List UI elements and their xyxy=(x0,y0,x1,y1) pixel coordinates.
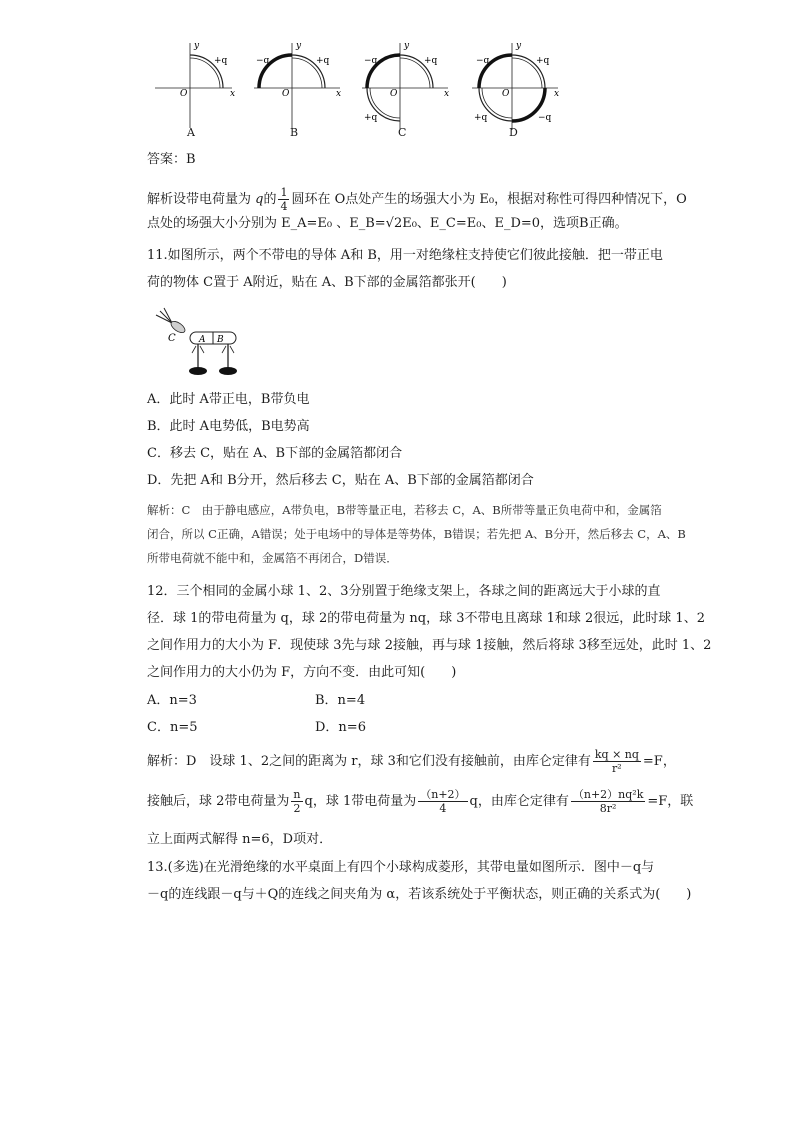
q12-stem-line1: 12．三个相同的金属小球 1、2、3分别置于绝缘支架上，各球之间的距离远大于小球的直 xyxy=(147,584,661,599)
q11-explanation-line1: 解析：C 由于静电感应，A带负电，B带等量正电，若移去 C，A、B所带等量正负电荷中和，金属箔 xyxy=(147,503,662,517)
svg-text:−q: −q xyxy=(364,56,378,66)
q13-stem-line2: －q的连线跟－q与＋Q的连线之间夹角为 α，若该系统处于平衡状态，则正确的关系式为( ) xyxy=(147,887,692,902)
fraction-n-half: $\frac{n}{2}$ xyxy=(293,788,301,815)
svg-text:x: x xyxy=(444,89,450,99)
q11-stem-line2: 荷的物体 C置于 A附近，贴在 A、B下部的金属箔都张开( ) xyxy=(147,275,507,290)
figure-d xyxy=(470,38,565,138)
q11-option-c: C．移去 C，贴在 A、B下部的金属箔都闭合 xyxy=(147,446,403,461)
svg-text:x: x xyxy=(336,89,342,99)
q12-explanation-line2: 接触后，球 2带电荷量为 $\frac{n}{2}$ q，球 1带电荷量为 $\frac{(n+2)}{4}$ q，由库仑定律有 $\frac{\text{（n+2）nq²k}}{\text{8r²}}$ =F，联 xyxy=(147,788,694,815)
fraction-n-plus-2: $\frac{(n+2)}{4}$ xyxy=(420,788,466,815)
q10-answer: 答案：B xyxy=(147,152,196,167)
svg-text:+q: +q xyxy=(474,113,488,123)
q12-stem-line2: 径．球 1的带电荷量为 q，球 2的带电荷量为 nq，球 3不带电且离球 1和球 2很远，此时球 1、2 xyxy=(147,611,705,626)
q11-figure xyxy=(150,305,250,385)
figure-c xyxy=(360,38,455,138)
svg-text:y: y xyxy=(296,41,302,51)
svg-text:+q: +q xyxy=(364,113,378,123)
svg-text:O: O xyxy=(390,89,398,99)
svg-text:y: y xyxy=(404,41,410,51)
svg-text:+q: +q xyxy=(536,56,550,66)
svg-text:+q: +q xyxy=(424,56,438,66)
q12-stem-line4: 之间作用力的大小仍为 F，方向不变．由此可知( ) xyxy=(147,665,457,680)
caption-c: C xyxy=(398,126,407,139)
caption-d: D xyxy=(509,126,518,139)
svg-text:−q: −q xyxy=(538,113,552,123)
label-b: B xyxy=(217,335,224,345)
figure-a xyxy=(150,38,245,138)
q10-explanation-line2: 点处的场强大小分别为 E_A=E₀ 、E_B=√2E₀、E_C=E₀、E_D=0，选项B正确。 xyxy=(147,216,628,231)
q12-option-a: A．n=3 xyxy=(147,693,197,708)
fraction-quarter: $\frac{1}{4}$ xyxy=(280,186,288,213)
figure-b xyxy=(252,38,347,138)
q11-stem-line1: 11.如图所示，两个不带电的导体 A和 B，用一对绝缘柱支持使它们彼此接触．把一带正电 xyxy=(147,248,663,263)
svg-text:y: y xyxy=(516,41,522,51)
q11-option-a: A．此时 A带正电，B带负电 xyxy=(147,392,310,407)
label-a: A xyxy=(199,335,206,345)
q11-option-d: D．先把 A和 B分开，然后移去 C，贴在 A、B下部的金属箔都闭合 xyxy=(147,473,534,488)
charge-label: +q xyxy=(214,56,228,66)
axis-y: y xyxy=(194,41,200,51)
q13-stem-line1: 13.(多选)在光滑绝缘的水平桌面上有四个小球构成菱形，其带电量如图所示．图中－q与 xyxy=(147,860,655,875)
q11-option-b: B．此时 A电势低，B电势高 xyxy=(147,419,310,434)
axis-x: x xyxy=(230,89,236,99)
q10-explanation-line1: 解析设带电荷量为 q的 $\frac{1}{4}$ 圆环在 O点处产生的场强大小为 E₀，根据对称性可得四种情况下，O xyxy=(147,186,687,213)
caption-a: A xyxy=(187,126,195,139)
q11-explanation-line2: 闭合，所以 C正确，A错误；处于电场中的导体是等势体，B错误；若先把 A、B分开，然后移去 C，A、B xyxy=(147,527,686,541)
q12-option-c: C．n=5 xyxy=(147,720,198,735)
q12-option-d: D．n=6 xyxy=(315,720,366,735)
svg-text:−q: −q xyxy=(476,56,490,66)
svg-text:O: O xyxy=(502,89,510,99)
fraction-coulomb-1: $\frac{kq \times nq}{\text{r²}}$ xyxy=(594,748,639,775)
q12-option-b: B．n=4 xyxy=(315,693,366,708)
q12-explanation-line3: 立上面两式解得 n=6，D项对． xyxy=(147,832,333,847)
svg-text:−q: −q xyxy=(256,56,270,66)
caption-b: B xyxy=(290,126,299,139)
svg-text:+q: +q xyxy=(316,56,330,66)
svg-text:x: x xyxy=(554,89,560,99)
q12-stem-line3: 之间作用力的大小为 F．现使球 3先与球 2接触，再与球 1接触，然后将球 3移至远处，此时 1、2 xyxy=(147,638,712,653)
fraction-coulomb-2: $\frac{\text{（n+2）nq²k}}{\text{8r²}}$ xyxy=(572,788,644,815)
label-c: C xyxy=(168,333,176,344)
q12-explanation-line1: 解析：D 设球 1、2之间的距离为 r，球 3和它们没有接触前，由库仑定律有 $\frac{kq \times nq}{\text{r²}}$ =F， xyxy=(147,748,676,775)
q11-explanation-line3: 所带电荷就不能中和，金属箔不再闭合，D错误． xyxy=(147,551,398,565)
origin: O xyxy=(180,89,188,99)
svg-text:O: O xyxy=(282,89,290,99)
